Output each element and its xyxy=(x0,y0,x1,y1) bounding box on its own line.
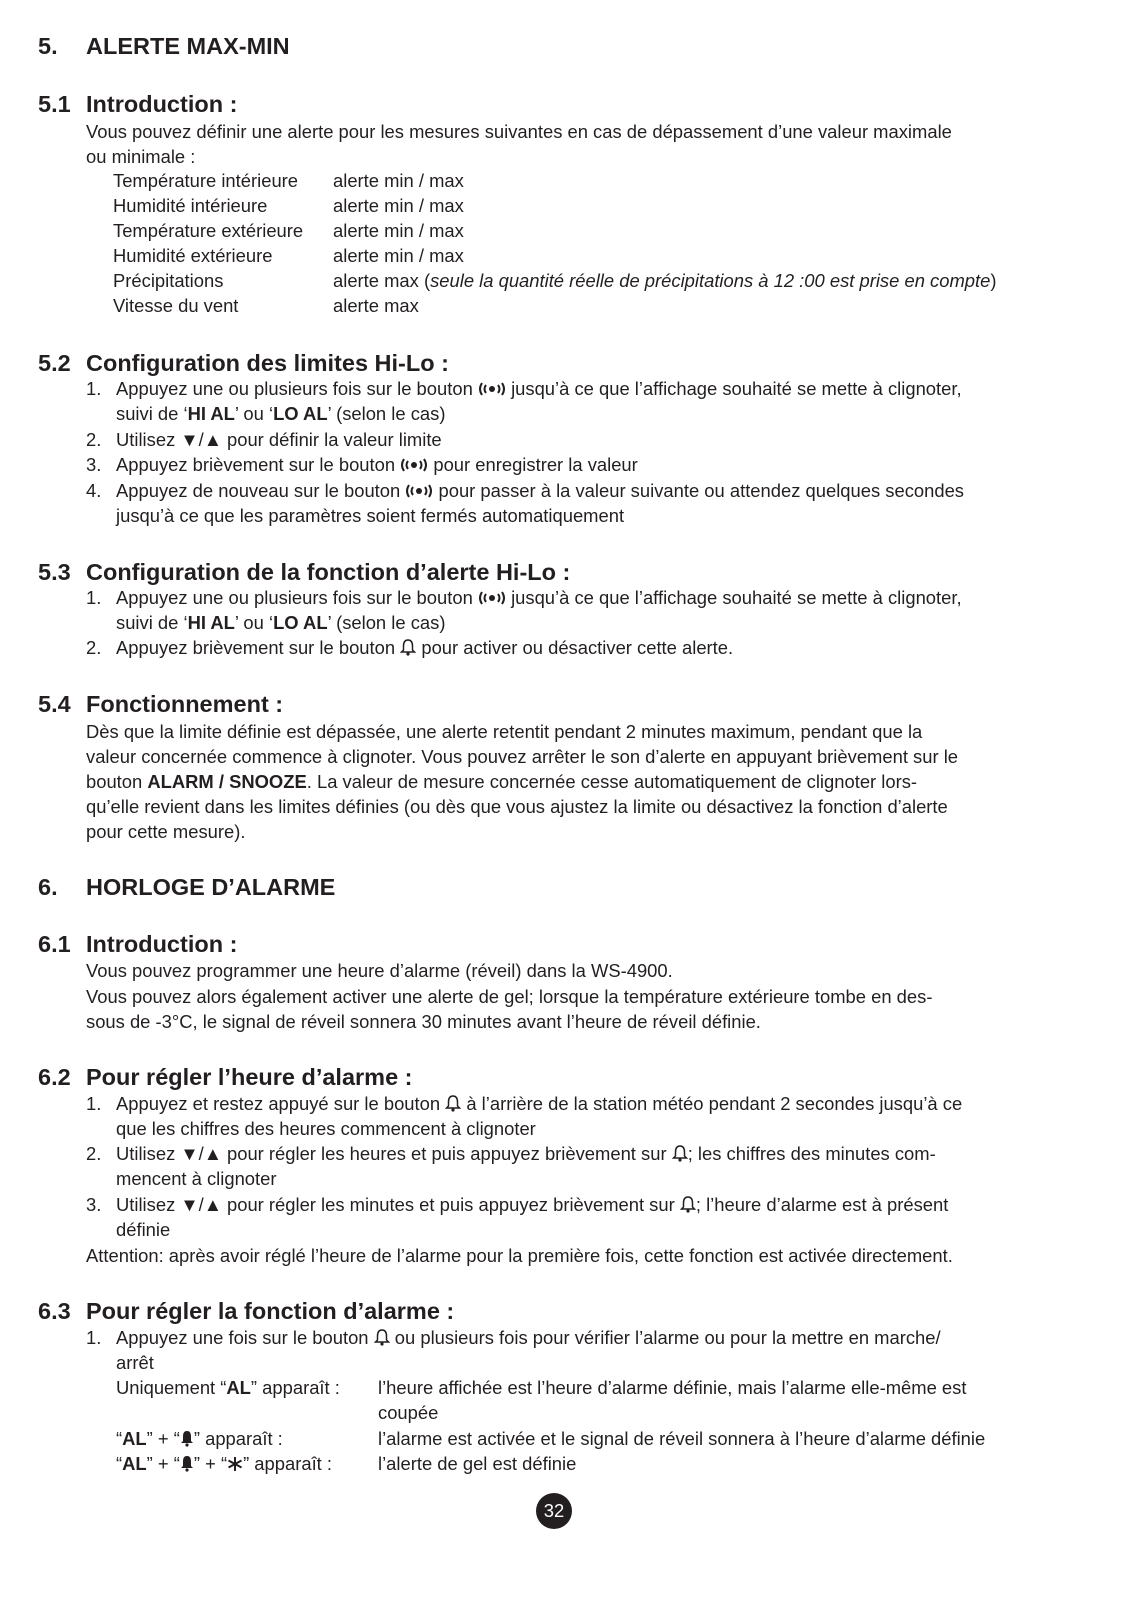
bell-filled-icon xyxy=(180,1430,194,1447)
measure-label: Vitesse du vent xyxy=(113,295,239,316)
attention-note: Attention: après avoir réglé l’heure de l’alarme pour la première fois, cette fonction est activée directement. xyxy=(86,1245,953,1266)
intro-text: ou minimale : xyxy=(86,146,196,167)
measure-label: Humidité extérieure xyxy=(113,245,273,266)
bell-icon xyxy=(374,1328,390,1346)
list-item: Appuyez et restez appuyé sur le bouton à l’arrière de la station météo pendant 2 secondes jusqu’à ce xyxy=(116,1093,963,1114)
list-number: 1. xyxy=(86,1093,102,1114)
list-item-cont: suivi de ‘HI AL’ ou ‘LO AL’ (selon le cas) xyxy=(116,403,446,424)
list-item: Appuyez une fois sur le bouton ou plusieurs fois pour vérifier l’alarme ou pour la mettre en marche/ xyxy=(116,1327,941,1348)
list-item: Utilisez ▼/▲ pour régler les minutes et puis appuyez brièvement sur ; l’heure d’alarme est à présent xyxy=(116,1194,949,1215)
list-number: 3. xyxy=(86,1194,102,1215)
alert-button-icon xyxy=(478,590,506,606)
list-item: Appuyez de nouveau sur le bouton pour passer à la valeur suivante ou attendez quelques secondes xyxy=(116,480,965,501)
measure-alert: alerte min / max xyxy=(333,220,464,241)
alert-button-icon xyxy=(405,483,433,499)
paragraph-line: pour cette mesure). xyxy=(86,821,246,842)
list-item-cont: que les chiffres des heures commencent à clignoter xyxy=(116,1118,536,1139)
list-item-cont: suivi de ‘HI AL’ ou ‘LO AL’ (selon le cas) xyxy=(116,612,446,633)
state-label: “AL” + “ ” apparaît : xyxy=(116,1428,283,1449)
list-number: 4. xyxy=(86,480,102,501)
section-5-1-heading: 5.1 Introduction : xyxy=(38,91,238,117)
list-item-cont: définie xyxy=(116,1219,171,1240)
list-item: Utilisez ▼/▲ pour régler les heures et puis appuyez brièvement sur ; les chiffres des minutes com- xyxy=(116,1143,936,1164)
list-number: 2. xyxy=(86,1143,102,1164)
paragraph-line: qu’elle revient dans les limites définies (ou dès que vous ajustez la limite ou désactivez la fonction d’alerte xyxy=(86,796,948,817)
measure-alert: alerte max xyxy=(333,295,419,316)
paragraph-line: bouton ALARM / SNOOZE. La valeur de mesure concernée cesse automatiquement de clignoter lors- xyxy=(86,771,918,792)
list-item: Appuyez brièvement sur le bouton pour activer ou désactiver cette alerte. xyxy=(116,637,734,658)
alert-button-icon xyxy=(478,381,506,397)
section-5-heading: 5. ALERTE MAX-MIN xyxy=(38,33,290,59)
list-item: Utilisez ▼/▲ pour définir la valeur limite xyxy=(116,429,442,450)
list-item-cont: mencent à clignoter xyxy=(116,1168,277,1189)
state-label: Uniquement “AL” apparaît : xyxy=(116,1377,340,1398)
list-item: Appuyez une ou plusieurs fois sur le bouton jusqu’à ce que l’affichage souhaité se mette à clignoter, xyxy=(116,587,962,608)
section-5-2-heading: 5.2 Configuration des limites Hi-Lo : xyxy=(38,350,449,376)
list-item: Appuyez brièvement sur le bouton pour enregistrer la valeur xyxy=(116,454,638,475)
bell-icon xyxy=(672,1144,688,1162)
measure-label: Précipitations xyxy=(113,270,224,291)
bell-filled-icon xyxy=(180,1455,194,1472)
bell-icon xyxy=(680,1195,696,1213)
list-number: 1. xyxy=(86,587,102,608)
list-item-cont: arrêt xyxy=(116,1352,154,1373)
bell-icon xyxy=(400,638,416,656)
list-item-cont: jusqu’à ce que les paramètres soient fermés automatiquement xyxy=(116,505,625,526)
list-item: Appuyez une ou plusieurs fois sur le bouton jusqu’à ce que l’affichage souhaité se mette à clignoter, xyxy=(116,378,962,399)
list-number: 1. xyxy=(86,378,102,399)
intro-text: Vous pouvez définir une alerte pour les mesures suivantes en cas de dépassement d’une valeur maximale xyxy=(86,121,952,142)
state-description: l’alerte de gel est définie xyxy=(378,1453,577,1474)
list-number: 1. xyxy=(86,1327,102,1348)
section-6-1-heading: 6.1 Introduction : xyxy=(38,931,238,957)
measure-label: Température extérieure xyxy=(113,220,304,241)
list-number: 2. xyxy=(86,429,102,450)
section-5-4-heading: 5.4 Fonctionnement : xyxy=(38,691,284,717)
measure-alert: alerte max (seule la quantité réelle de précipitations à 12 :00 est prise en compte) xyxy=(333,270,997,291)
paragraph-line: sous de -3°C, le signal de réveil sonnera 30 minutes avant l’heure de réveil définie. xyxy=(86,1011,761,1032)
state-label: “AL” + “ ” + “ ” apparaît : xyxy=(116,1453,333,1474)
section-6-2-heading: 6.2 Pour régler l’heure d’alarme : xyxy=(38,1064,413,1090)
section-6-heading: 6. HORLOGE D’ALARME xyxy=(38,874,336,900)
section-5-3-heading: 5.3 Configuration de la fonction d’alerte Hi-Lo : xyxy=(38,559,571,585)
paragraph-line: valeur concernée commence à clignoter. Vous pouvez arrêter le son d’alerte en appuyant brièvement sur le xyxy=(86,746,959,767)
measure-label: Humidité intérieure xyxy=(113,195,268,216)
state-description: l’heure affichée est l’heure d’alarme définie, mais l’alarme elle-même est xyxy=(378,1377,967,1398)
section-6-3-heading: 6.3 Pour régler la fonction d’alarme : xyxy=(38,1298,455,1324)
paragraph-line: Vous pouvez programmer une heure d’alarme (réveil) dans la WS-4900. xyxy=(86,960,673,981)
measure-alert: alerte min / max xyxy=(333,245,464,266)
list-number: 2. xyxy=(86,637,102,658)
paragraph-line: Vous pouvez alors également activer une alerte de gel; lorsque la température extérieure tombe en des- xyxy=(86,986,933,1007)
paragraph-line: Dès que la limite définie est dépassée, une alerte retentit pendant 2 minutes maximum, pendant que la xyxy=(86,721,923,742)
state-description: l’alarme est activée et le signal de réveil sonnera à l’heure d’alarme définie xyxy=(378,1428,986,1449)
measure-label: Température intérieure xyxy=(113,170,299,191)
snowflake-icon xyxy=(227,1456,243,1472)
state-description: coupée xyxy=(378,1402,439,1423)
page-number: 32 xyxy=(536,1493,572,1529)
list-number: 3. xyxy=(86,454,102,475)
measure-alert: alerte min / max xyxy=(333,195,464,216)
alert-button-icon xyxy=(400,457,428,473)
bell-icon xyxy=(445,1094,461,1112)
measure-alert: alerte min / max xyxy=(333,170,464,191)
